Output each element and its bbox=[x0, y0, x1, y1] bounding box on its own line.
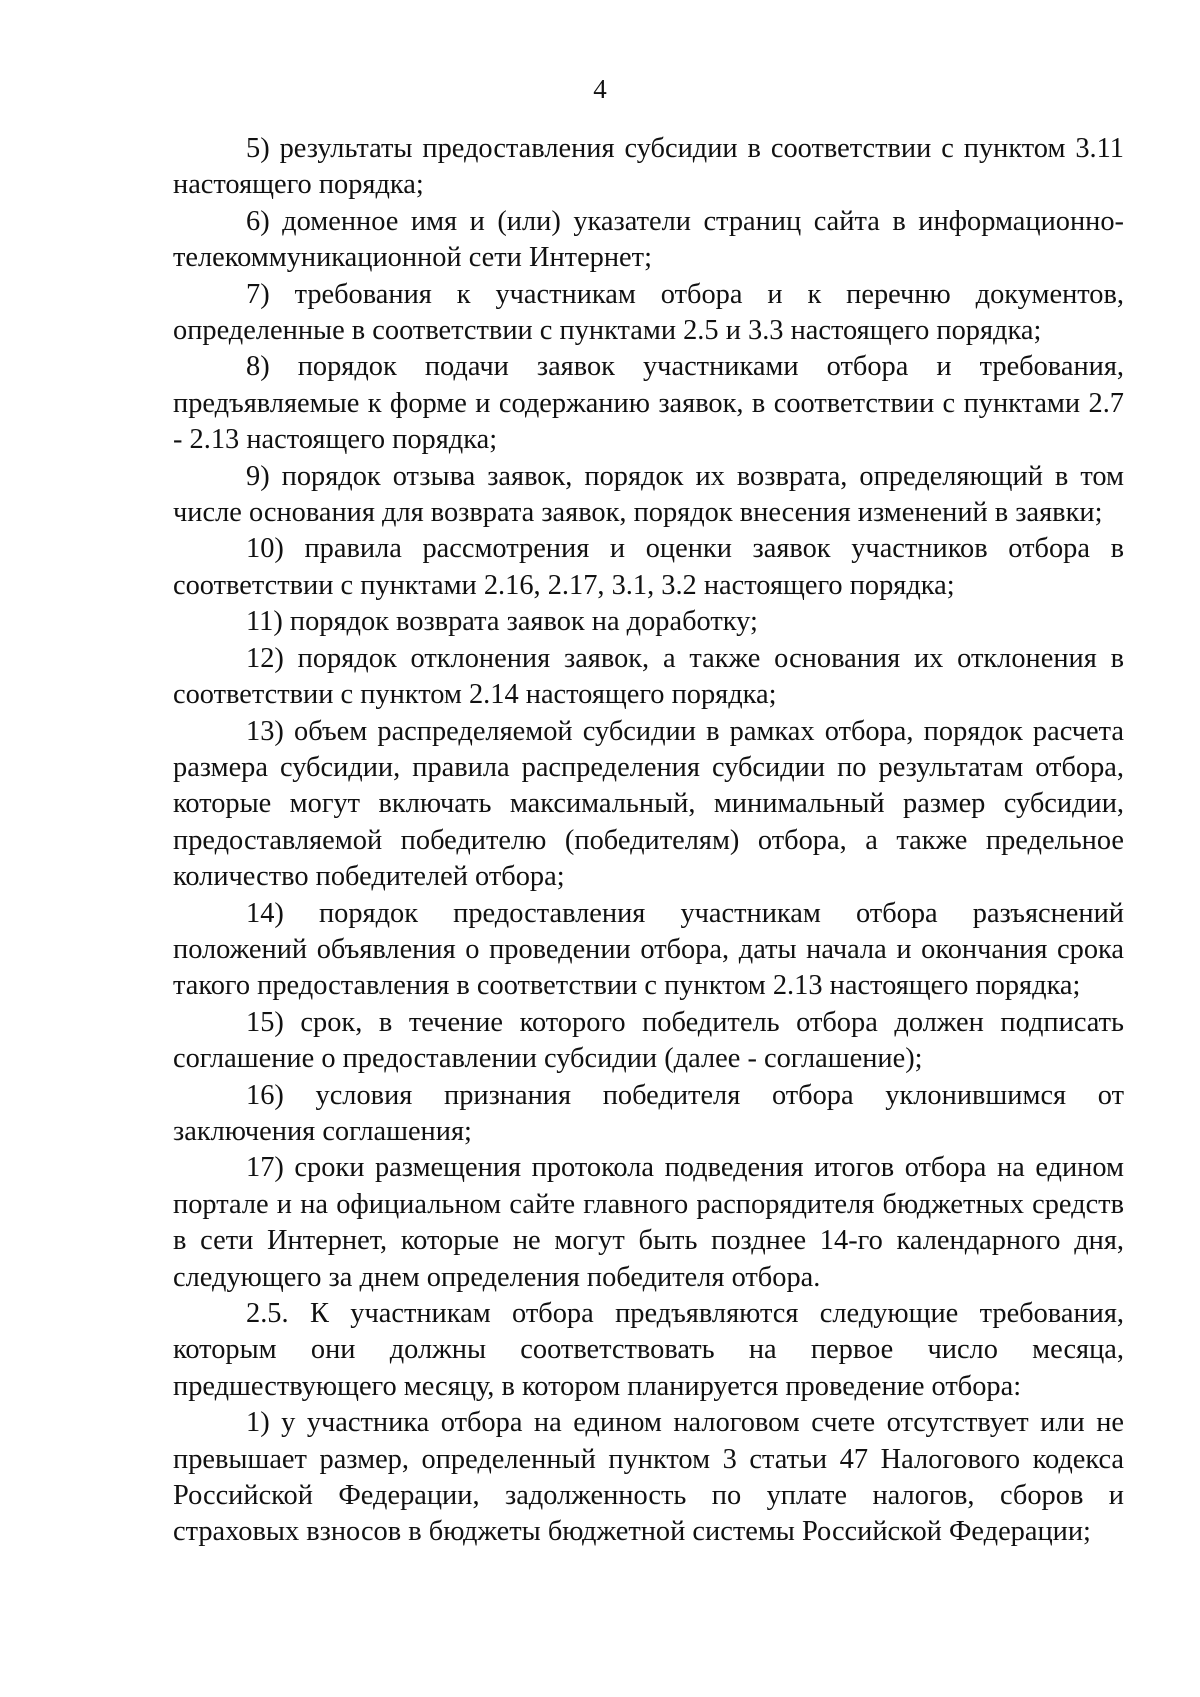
paragraph-item-8: 8) порядок подачи заявок участниками отбора и требования, предъявляемые к форме и содержанию заявок, в соответствии с пунктами 2.7 - 2.13 настоящего порядка; bbox=[173, 351, 1124, 456]
paragraph-item-7: 7) требования к участникам отбора и к перечню документов, определенные в соответствии с пунктами 2.5 и 3.3 настоящего порядка; bbox=[173, 278, 1124, 347]
page-number: 4 bbox=[593, 74, 607, 104]
paragraph-item-5: 5) результаты предоставления субсидии в соответствии с пунктом 3.11 настоящего порядка; bbox=[173, 133, 1124, 201]
paragraph-item-14: 14) порядок предоставления участникам отбора разъяснений положений объявления о проведении отбора, даты начала и окончания срока такого предоставления в соответствии с пунктом 2.13 настоящего порядка; bbox=[173, 897, 1124, 1002]
paragraph-requirement-1: 1) у участника отбора на едином налоговом счете отсутствует или не превышает размер, определенный пунктом 3 статьи 47 Налогового кодекса Российской Федерации, задолженность по уплате налогов, сборов и страховых взносов в бюджеты бюджетной системы Российской Федерации; bbox=[173, 1407, 1124, 1548]
paragraph-item-11: 11) порядок возврата заявок на доработку; bbox=[246, 606, 758, 638]
paragraph-item-17: 17) сроки размещения протокола подведения итогов отбора на едином портале и на официальном сайте главного распорядителя бюджетных средств в сети Интернет, которые не могут быть позднее 14-го календарного дня, следующего за днем определения победителя отбора. bbox=[173, 1152, 1124, 1293]
paragraph-section-2-5: 2.5. К участникам отбора предъявляются следующие требования, которым они должны соответствовать на первое число месяца, предшествующего месяцу, в котором планируется проведение отбора: bbox=[173, 1298, 1124, 1402]
paragraph-item-15: 15) срок, в течение которого победитель отбора должен подписать соглашение о предоставлении субсидии (далее - соглашение); bbox=[173, 1006, 1124, 1075]
paragraph-item-9: 9) порядок отзыва заявок, порядок их возврата, определяющий в том числе основания для возврата заявок, порядок внесения изменений в заявки; bbox=[173, 460, 1124, 529]
paragraph-item-10: 10) правила рассмотрения и оценки заявок участников отбора в соответствии с пунктами 2.16, 2.17, 3.1, 3.2 настоящего порядка; bbox=[173, 533, 1124, 601]
paragraph-item-13: 13) объем распределяемой субсидии в рамках отбора, порядок расчета размера субсидии, правила распределения субсидии по результатам отбора, которые могут включать максимальный, минимальный размер субсидии, предоставляемой победителю (победителям) отбора, а также предельное количество победителей отбора; bbox=[173, 715, 1124, 893]
paragraph-item-6: 6) доменное имя и (или) указатели страниц сайта в информационно-телекоммуникационной сети Интернет; bbox=[173, 205, 1124, 274]
document-body bbox=[173, 131, 1124, 1551]
paragraph-item-12: 12) порядок отклонения заявок, а также основания их отклонения в соответствии с пунктом 2.14 настоящего порядка; bbox=[173, 642, 1124, 711]
paragraph-item-16: 16) условия признания победителя отбора уклонившимся от заключения соглашения; bbox=[173, 1079, 1124, 1147]
